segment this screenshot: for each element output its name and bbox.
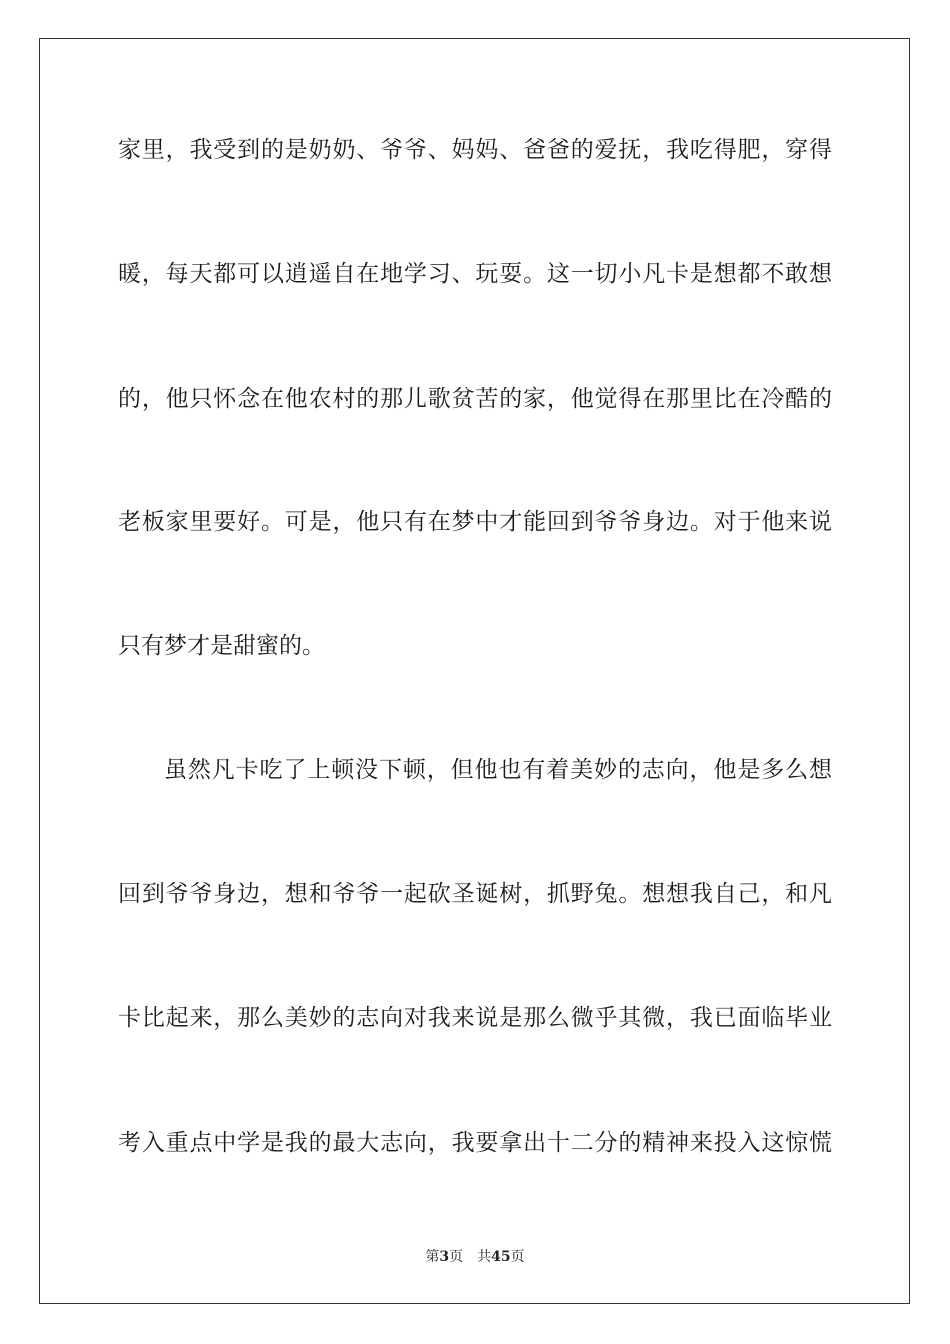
paragraph-line: 暖，每天都可以逍遥自在地学习、玩耍。这一切小凡卡是想都不敢想	[118, 261, 832, 287]
paragraph-line: 虽然凡卡吃了上顿没下顿，但他也有着美妙的志向，他是多么想	[164, 757, 832, 783]
paragraph-line: 家里，我受到的是奶奶、爷爷、妈妈、爸爸的爱抚，我吃得肥，穿得	[118, 137, 832, 163]
paragraph-line: 的，他只怀念在他农村的那儿歌贫苦的家，他觉得在那里比在冷酷的	[118, 386, 832, 412]
page-number: 3	[439, 1249, 450, 1265]
page-suffix: 页	[449, 1249, 464, 1265]
paragraph-line: 考入重点中学是我的最大志向，我要拿出十二分的精神来投入这惊慌	[118, 1130, 832, 1156]
paragraph-line: 只有梦才是甜蜜的。	[118, 633, 325, 659]
page-footer	[0, 1248, 950, 1266]
paragraph-line: 老板家里要好。可是，他只有在梦中才能回到爷爷身边。对于他来说	[118, 509, 832, 535]
page-prefix: 第	[425, 1249, 440, 1265]
total-pages: 45	[491, 1249, 511, 1265]
paragraph-line: 回到爷爷身边，想和爷爷一起砍圣诞树，抓野兔。想想我自己，和凡	[118, 881, 832, 907]
paragraph-line: 卡比起来，那么美妙的志向对我来说是那么微乎其微，我已面临毕业	[118, 1005, 832, 1031]
total-prefix: 共	[477, 1249, 492, 1265]
total-suffix: 页	[510, 1249, 525, 1265]
page-border	[39, 38, 910, 1304]
